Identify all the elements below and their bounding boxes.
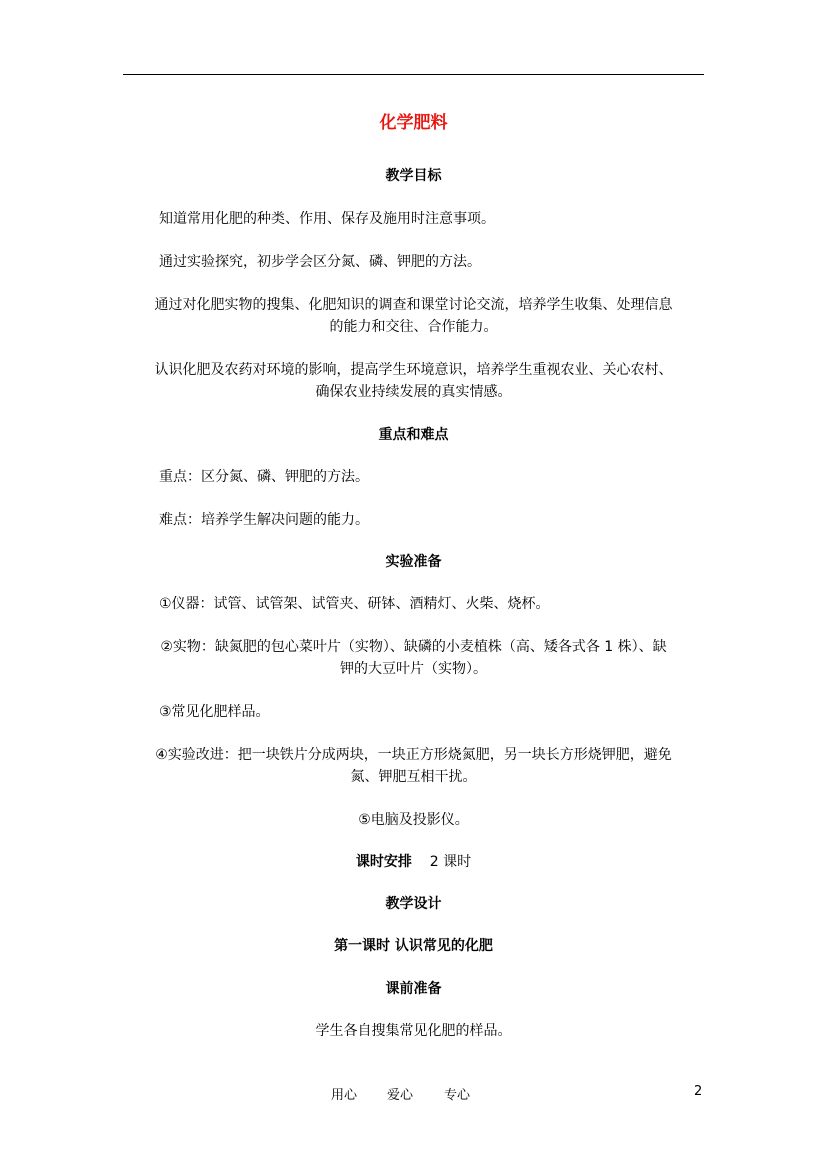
objective-item-line: 的能力和交往、合作能力。 (329, 319, 498, 335)
objectives-heading: 教学目标 (385, 168, 442, 184)
header-rule (123, 74, 704, 75)
preparation-item: ①仪器：试管、试管架、试管夹、研钵、酒精灯、火柴、烧杯。 (159, 596, 550, 612)
preparation-item-line: 钾的大豆叶片（实物）。 (340, 661, 487, 677)
objective-item: 知道常用化肥的种类、作用、保存及施用时注意事项。 (159, 211, 495, 227)
page-number: 2 (694, 1084, 703, 1099)
footer-motto: 专心 (444, 1088, 471, 1103)
design-heading: 教学设计 (385, 896, 442, 912)
key-points-heading: 重点和难点 (378, 427, 449, 443)
preparation-item: ③常见化肥样品。 (159, 704, 270, 720)
preparation-item-line: 氮、钾肥互相干扰。 (350, 769, 477, 785)
difficulty-point: 难点：培养学生解决问题的能力。 (159, 512, 369, 528)
preparation-item-line: ④实验改进：把一块铁片分成两块，一块正方形烧氮肥，另一块长方形烧钾肥，避免 (155, 747, 672, 763)
footer-motto: 爱心 (387, 1088, 414, 1103)
objective-item-line: 认识化肥及农药对环境的影响，提高学生环境意识，培养学生重视农业、关心农村、 (154, 362, 673, 378)
schedule-value: 2 课时 (429, 854, 472, 870)
footer-motto: 用心 (331, 1088, 358, 1103)
objective-item-line: 通过对化肥实物的搜集、化肥知识的调查和课堂讨论交流，培养学生收集、处理信息 (154, 297, 673, 313)
schedule-line (123, 852, 704, 872)
pre-class-heading: 课前准备 (385, 981, 442, 997)
preparation-item: ⑤电脑及投影仪。 (358, 812, 469, 828)
pre-class-text: 学生各自搜集常见化肥的样品。 (315, 1023, 512, 1039)
schedule-label: 课时安排 (355, 854, 412, 870)
preparation-heading: 实验准备 (385, 554, 442, 570)
objective-item: 通过实验探究，初步学会区分氮、磷、钾肥的方法。 (159, 254, 481, 270)
key-point: 重点：区分氮、磷、钾肥的方法。 (159, 469, 369, 485)
preparation-item-line: ②实物：缺氮肥的包心菜叶片（实物）、缺磷的小麦植株（高、矮各式各 1 株）、缺 (160, 639, 667, 655)
page-title: 化学肥料 (379, 113, 448, 133)
lesson-heading: 第一课时 认识常见的化肥 (334, 938, 493, 954)
objective-item-line: 确保农业持续发展的真实情感。 (315, 384, 512, 400)
